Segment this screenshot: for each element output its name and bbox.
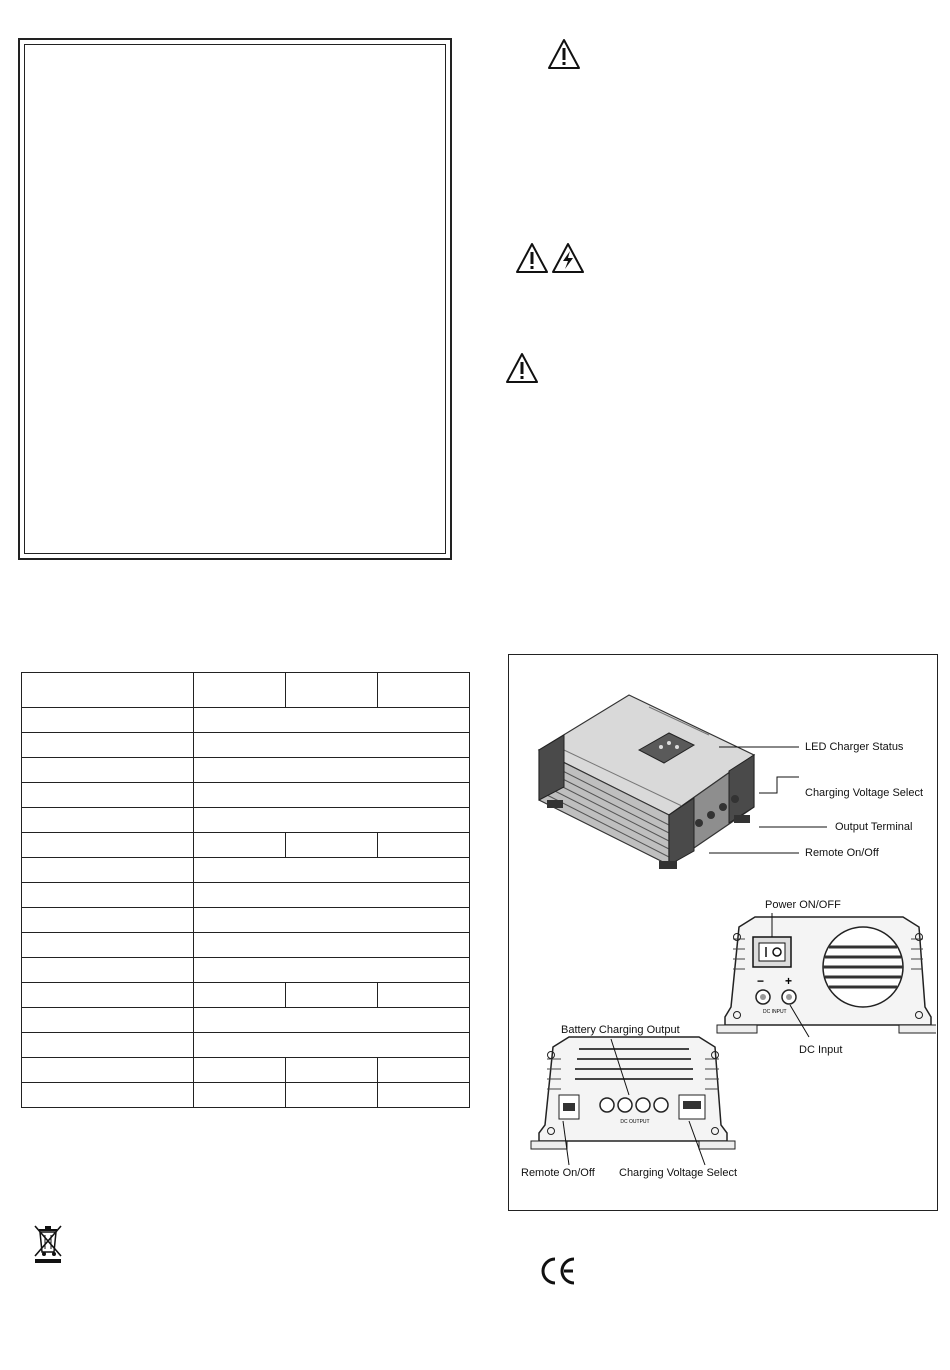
callout-led-charger-status: LED Charger Status: [805, 741, 904, 753]
spec-value-cell: [194, 808, 470, 833]
spec-value-cell: [194, 673, 286, 708]
spec-value-cell: [286, 833, 378, 858]
callout-remote-on-off-bottom: Remote On/Off: [521, 1167, 595, 1179]
spec-value-cell: [378, 833, 470, 858]
minus-mark: −: [757, 974, 765, 988]
spec-table-row: [22, 883, 470, 908]
ce-mark-icon: [538, 1256, 578, 1286]
spec-table-row: [22, 958, 470, 983]
spec-value-cell: [194, 708, 470, 733]
weee-bin-icon: [30, 1222, 66, 1264]
callout-charging-voltage-select-bottom: Charging Voltage Select: [619, 1167, 738, 1179]
spec-table-row: [22, 983, 470, 1008]
spec-label-cell: [22, 858, 194, 883]
spec-label-cell: [22, 908, 194, 933]
spec-value-cell: [378, 983, 470, 1008]
spec-label-cell: [22, 758, 194, 783]
dc-output-panel-label: DC OUTPUT: [620, 1119, 650, 1125]
spec-table-row: [22, 783, 470, 808]
spec-table-row: [22, 833, 470, 858]
callout-output-terminal: Output Terminal: [835, 821, 913, 833]
spec-value-cell: [378, 1083, 470, 1108]
spec-table-row: [22, 858, 470, 883]
spec-value-cell: [286, 983, 378, 1008]
spec-table-row: [22, 1008, 470, 1033]
spec-value-cell: [194, 758, 470, 783]
spec-value-cell: [194, 983, 286, 1008]
dc-input-panel-label: DC INPUT: [763, 1009, 787, 1015]
warning-icon: [505, 352, 539, 384]
callout-battery-charging-output: Battery Charging Output: [561, 1024, 680, 1036]
spec-label-cell: [22, 808, 194, 833]
callout-remote-on-off-top: Remote On/Off: [805, 847, 879, 859]
spec-label-cell: [22, 1033, 194, 1058]
spec-label-cell: [22, 933, 194, 958]
front-panel-illustration: [531, 1037, 735, 1149]
spec-table-row: [22, 758, 470, 783]
spec-table-row: [22, 733, 470, 758]
spec-label-cell: [22, 708, 194, 733]
spec-label-cell: [22, 983, 194, 1008]
spec-table-row: [22, 673, 470, 708]
callout-power-on-off: Power ON/OFF: [765, 899, 841, 911]
callout-charging-voltage-select-top: Charging Voltage Select: [805, 787, 924, 799]
spec-value-cell: [194, 833, 286, 858]
spec-value-cell: [194, 933, 470, 958]
spec-value-cell: [286, 1058, 378, 1083]
plus-mark: +: [785, 974, 793, 988]
spec-label-cell: [22, 883, 194, 908]
spec-value-cell: [194, 958, 470, 983]
spec-value-cell: [378, 673, 470, 708]
spec-table-row: [22, 708, 470, 733]
spec-value-cell: [194, 1058, 286, 1083]
spec-label-cell: [22, 958, 194, 983]
instruction-box-inner-border: [24, 44, 446, 554]
spec-table-row: [22, 1033, 470, 1058]
spec-label-cell: [22, 1058, 194, 1083]
spec-value-cell: [194, 1083, 286, 1108]
callout-dc-input: DC Input: [799, 1044, 843, 1056]
spec-table-row: [22, 908, 470, 933]
spec-table-row: [22, 808, 470, 833]
specification-table: [21, 672, 470, 1108]
spec-value-cell: [194, 1008, 470, 1033]
spec-table-row: [22, 933, 470, 958]
spec-value-cell: [194, 783, 470, 808]
spec-value-cell: [194, 1033, 470, 1058]
product-diagram: [509, 655, 936, 1209]
product-diagram-frame: [508, 654, 938, 1211]
spec-label-cell: [22, 733, 194, 758]
charger-isometric-illustration: [539, 695, 754, 869]
spec-value-cell: [378, 1058, 470, 1083]
spec-value-cell: [194, 883, 470, 908]
warning-icon: [515, 242, 549, 274]
spec-label-cell: [22, 1083, 194, 1108]
spec-label-cell: [22, 833, 194, 858]
instruction-box: [18, 38, 452, 560]
spec-label-cell: [22, 673, 194, 708]
rear-panel-illustration: [717, 917, 936, 1033]
warning-icon: [547, 38, 581, 70]
spec-table-row: [22, 1058, 470, 1083]
spec-value-cell: [286, 673, 378, 708]
spec-value-cell: [194, 858, 470, 883]
spec-table-row: [22, 1083, 470, 1108]
high-voltage-icon: [551, 242, 585, 274]
spec-value-cell: [194, 733, 470, 758]
spec-value-cell: [194, 908, 470, 933]
spec-value-cell: [286, 1083, 378, 1108]
spec-label-cell: [22, 783, 194, 808]
spec-label-cell: [22, 1008, 194, 1033]
